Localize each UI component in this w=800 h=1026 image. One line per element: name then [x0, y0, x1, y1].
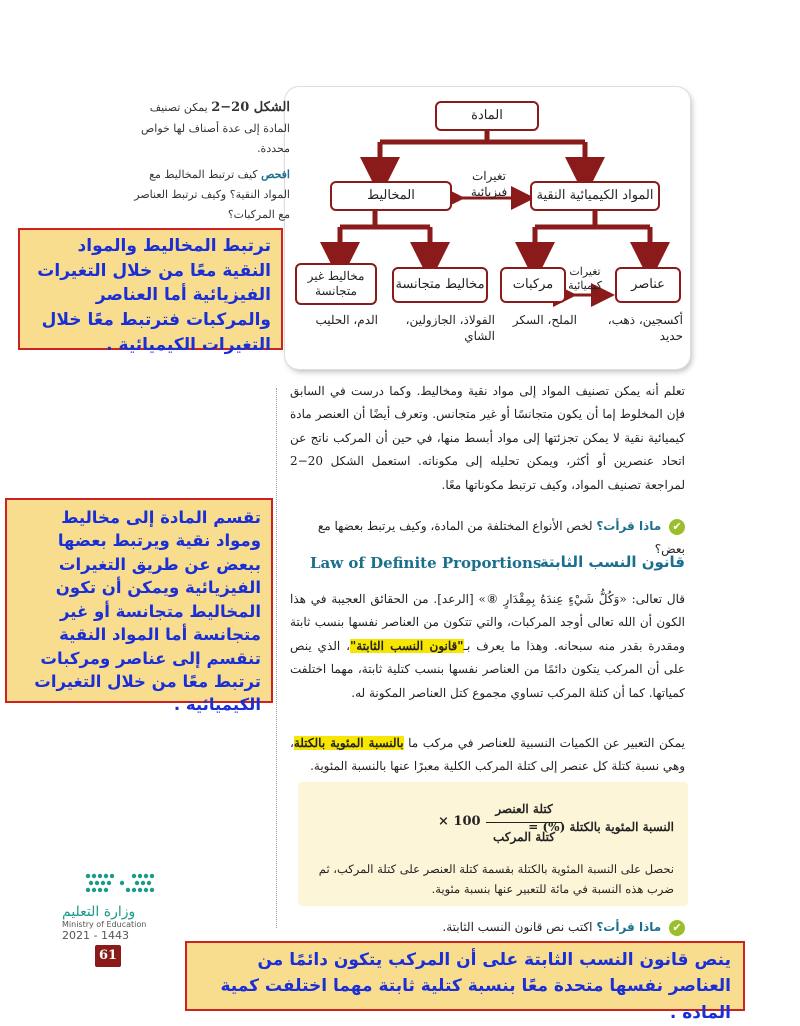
read-check-question: اكتب نص قانون النسب الثابتة. [442, 920, 593, 934]
read-check-2 [290, 916, 685, 939]
ministry-dots-icon [82, 868, 172, 898]
paragraph-3-end: ، وهي نسبة كتلة كل عنصر إلى كتلة المركب الكلية معبرًا عنها بالنسبة المئوية. [290, 736, 685, 774]
node-homogeneous: مخاليط متجانسة [392, 267, 488, 303]
node-mixtures: المخاليط [330, 181, 452, 211]
ministry-logo [62, 868, 192, 942]
section-title-ar: قانون النسب الثابتة [539, 553, 685, 571]
annotation-note-1: ترتبط المخاليط والمواد النقية معًا من خلال التغيرات الفيزيائية أما العناصر والمركبات فترتبط معًا خلال التغيرات الكيميائية . [18, 228, 283, 350]
figure-caption [120, 96, 290, 224]
body-paragraph-3 [290, 732, 685, 779]
examine-text: كيف ترتبط المخاليط مع المواد النقية؟ وكيف ترتبط العناصر مع المركبات؟ [134, 167, 290, 221]
formula-note: نحصل على النسبة المئوية بالكتلة بقسمة كتلة العنصر على كتلة المركب، ثم ضرب هذه النسبة في مائة للتعبير عنها بنسبة مئوية. [318, 862, 674, 896]
fraction-bar [486, 822, 562, 823]
law-highlight: "قانون النسب الثابتة" [350, 638, 464, 653]
paragraph-2-end: ، الذي ينص على أن المركب يتكون دائمًا من العناصر نفسها بنسب كتلية ثابتة، مهما اختلفت كمياتها. كما أن كتلة المركب تساوي مجموع كتل العناصر المكونة له. [290, 638, 685, 700]
read-check-label: ماذا قرأت؟ [596, 920, 662, 934]
checkmark-icon: ✔ [669, 920, 685, 936]
example-compounds: الملح، السكر [512, 313, 577, 327]
node-pure-substances: المواد الكيميائية النقية [530, 181, 660, 211]
chemical-changes-label: تغيرات كيميائية [568, 265, 602, 293]
example-homogeneous: الفولاذ، الجازولين، الشاي [405, 313, 495, 344]
year-label: 2021 - 1443 [62, 929, 129, 942]
body-paragraph-2 [290, 588, 685, 705]
section-title-en: Law of Definite Proportions [310, 554, 542, 572]
read-check-question: لخص الأنواع المختلفة من المادة، وكيف يرتبط بعضها مع بعض؟ [317, 519, 685, 557]
checkmark-icon: ✔ [669, 519, 685, 535]
column-divider [276, 388, 277, 928]
formula-denominator: كتلة المركب [493, 830, 555, 844]
figure-panel [285, 87, 690, 369]
percent-mass-highlight: بالنسبة المئوية بالكتلة [293, 736, 404, 750]
formula-numerator: كتلة العنصر [495, 802, 553, 816]
ministry-name-en: Ministry of Education [62, 920, 147, 929]
annotation-note-2: تقسم المادة إلى مخاليط ومواد نقية ويرتبط بعضها ببعض عن طريق التغيرات الفيزيائية ويمكن أن تكون المخاليط متجانسة أو غير متجانسة أما المواد النقية تنقسم إلى عناصر ومركبات ترتبط معًا من خلال التغيرات الكيميائية . [5, 498, 273, 703]
figure-label: الشكل 20−2 [211, 100, 290, 115]
formula-multiplier: × 100 [438, 814, 481, 829]
ministry-name-ar: وزارة التعليم [62, 904, 136, 920]
paragraph-2-start: قال تعالى: «وَكُلُّ شَيْءٍ عِندَهُ بِمِقْدَارٍ ⑧» [الرعد]. من الحقائق العجيبة في هذا الكون أن الله تعالى أوجد المركبات، والتي تتكون من العناصر نفسها بنسب ثابتة ومقدرة بقدر منه سبحانه. وهذا ما يعرف بـ [290, 592, 685, 653]
example-heterogeneous: الدم، الحليب [315, 313, 378, 327]
annotation-note-3: ينص قانون النسب الثابتة على أن المركب يتكون دائمًا من العناصر نفسها متحدة معًا بنسبة كتلية ثابتة مهما اختلفت كمية المادة . [185, 941, 745, 1011]
example-elements: أكسجين، ذهب، حديد [607, 313, 683, 344]
node-heterogeneous: مخاليط غير متجانسة [295, 263, 377, 305]
formula-lhs: النسبة المئوية بالكتلة (%) = [528, 820, 674, 834]
node-elements: عناصر [615, 267, 681, 303]
figure-caption-text: يمكن تصنيف المادة إلى عدة أصناف لها خواص محددة. [140, 101, 290, 156]
paragraph-3-start: يمكن التعبير عن الكميات النسبية للعناصر في مركب ما [403, 736, 686, 750]
physical-changes-label: تغيرات فيزيائية [470, 169, 508, 199]
formula-box [298, 782, 688, 906]
page-number: 61 [95, 945, 121, 967]
read-check-label: ماذا قرأت؟ [596, 519, 662, 533]
node-matter: المادة [435, 101, 539, 131]
examine-label: افحص [261, 167, 290, 181]
node-compounds: مركبات [500, 267, 566, 303]
body-paragraph-1: تعلم أنه يمكن تصنيف المواد إلى مواد نقية ومخاليط. وكما درست في السابق فإن المخلوط إما أن يكون متجانسًا أو غير متجانس. وتعرف أيضًا أن العنصر مادة كيميائية نقية لا يمكن تجزئتها إلى مواد أبسط منها، في حين أن المركب ناتج عن اتحاد عنصرين أو أكثر، ويمكن تحليله إلى مكوناته. استعمل الشكل 20−2 لمراجعة تصنيف المواد، وكيف ترتبط مكوناتها معًا. [290, 384, 685, 492]
